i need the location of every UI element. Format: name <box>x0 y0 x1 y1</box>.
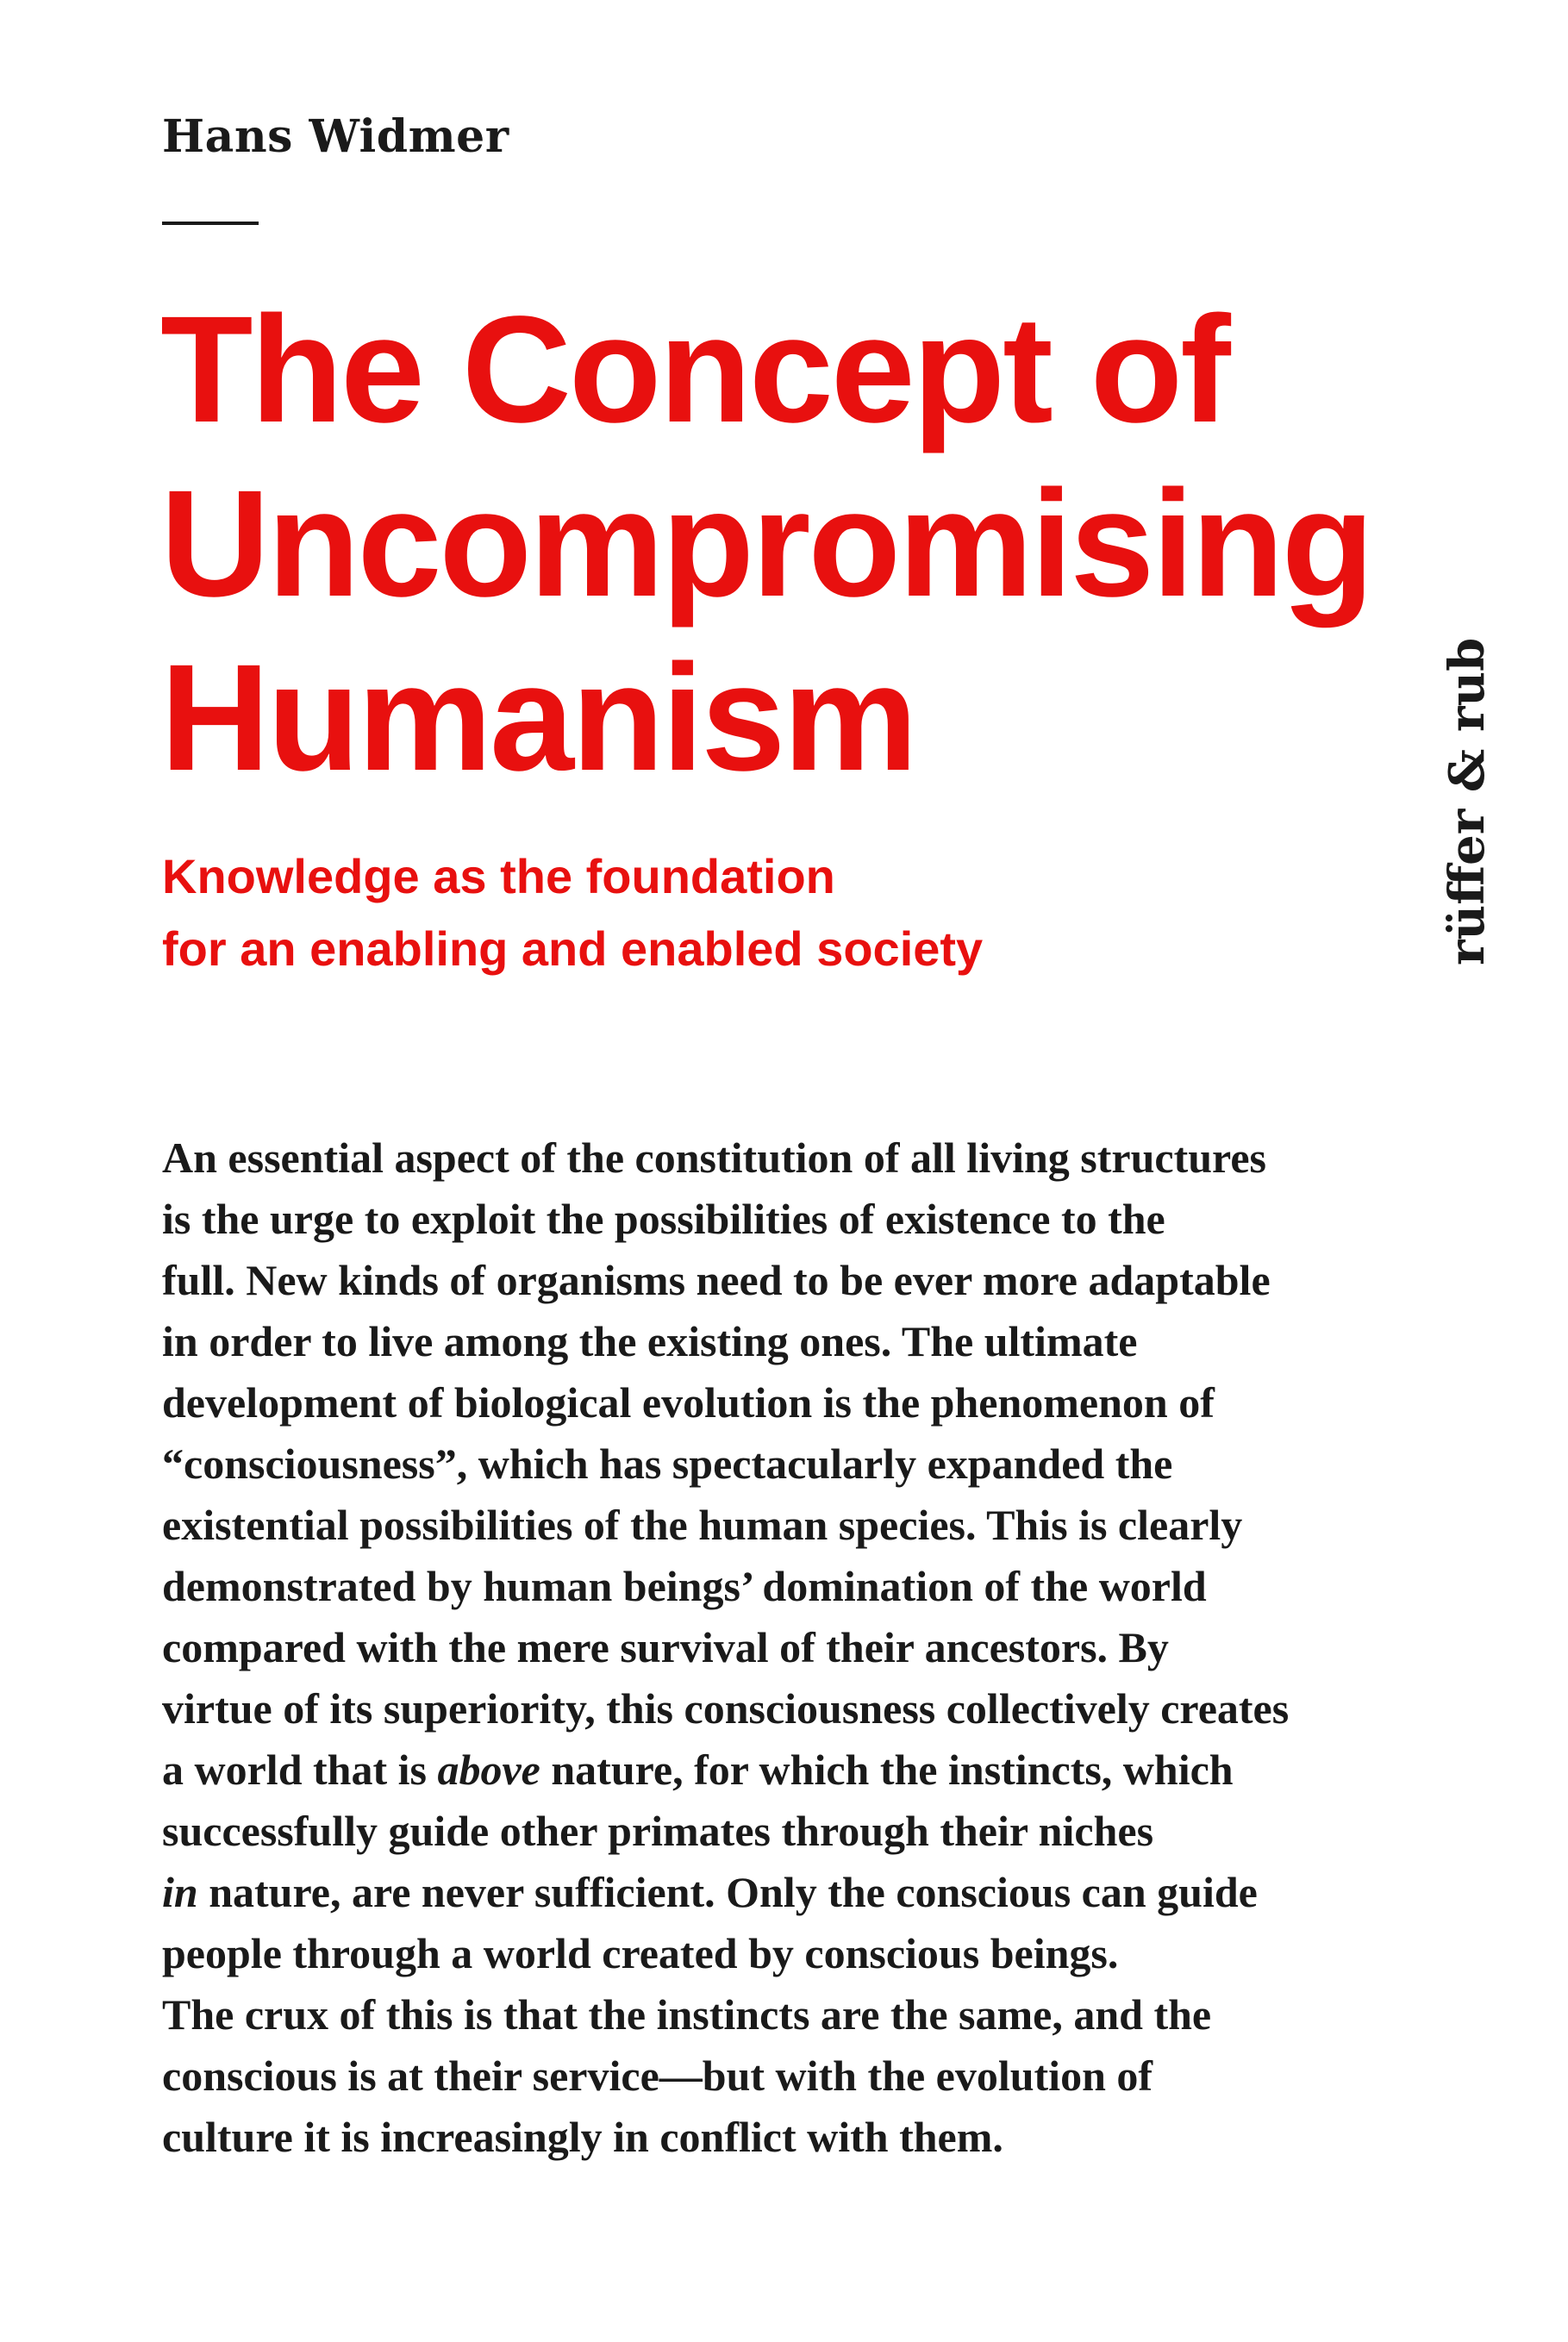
blurb-line: people through a world created by conscious beings. <box>162 1929 1119 1977</box>
blurb-line: An essential aspect of the constitution of all living structures <box>162 1134 1266 1182</box>
blurb-line: compared with the mere survival of their ancestors. By <box>162 1623 1169 1671</box>
subtitle-line: Knowledge as the foundation <box>162 849 835 903</box>
subtitle-line: for an enabling and enabled society <box>162 921 984 976</box>
blurb-line: successfully guide other primates through their niches <box>162 1807 1154 1855</box>
blurb-text: nature, are never sufficient. Only the conscious can guide <box>197 1868 1258 1916</box>
blurb-line: “consciousness”, which has spectacularly expanded the <box>162 1440 1173 1488</box>
blurb-line: existential possibilities of the human species. This is clearly <box>162 1501 1243 1549</box>
blurb-text: nature, for which the instincts, which <box>540 1746 1234 1794</box>
blurb-line <box>162 1862 1472 1923</box>
blurb-line: demonstrated by human beings’ domination of the world <box>162 1562 1207 1610</box>
blurb-line: in order to live among the existing ones. The ultimate <box>162 1317 1138 1365</box>
blurb-line: full. New kinds of organisms need to be ever more adaptable <box>162 1256 1271 1304</box>
title-line: Humanism <box>160 634 915 803</box>
blurb-line: conscious is at their service—but with the evolution of <box>162 2052 1153 2100</box>
blurb-line: is the urge to exploit the possibilities of existence to the <box>162 1195 1165 1243</box>
blurb-emphasis: in <box>162 1868 198 1916</box>
blurb-line: development of biological evolution is the phenomenon of <box>162 1378 1215 1427</box>
title-line: The Concept of <box>160 285 1228 454</box>
blurb-line <box>162 1739 1472 1801</box>
book-title <box>160 283 1371 805</box>
blurb-line: The crux of this is that the instincts are the same, and the <box>162 1990 1212 2039</box>
blurb-emphasis: above <box>437 1746 540 1794</box>
blurb-line: virtue of its superiority, this consciousness collectively creates <box>162 1684 1290 1733</box>
blurb-line: culture it is increasingly in conflict with them. <box>162 2113 1003 2161</box>
publisher-name: rüffer & rub <box>1439 637 1496 965</box>
title-line: Uncompromising <box>160 459 1372 628</box>
cover-blurb <box>162 1127 1472 2168</box>
blurb-text: a world that is <box>162 1746 438 1794</box>
book-subtitle <box>162 840 983 985</box>
author-name: Hans Widmer <box>162 110 509 163</box>
author-divider <box>162 222 259 225</box>
